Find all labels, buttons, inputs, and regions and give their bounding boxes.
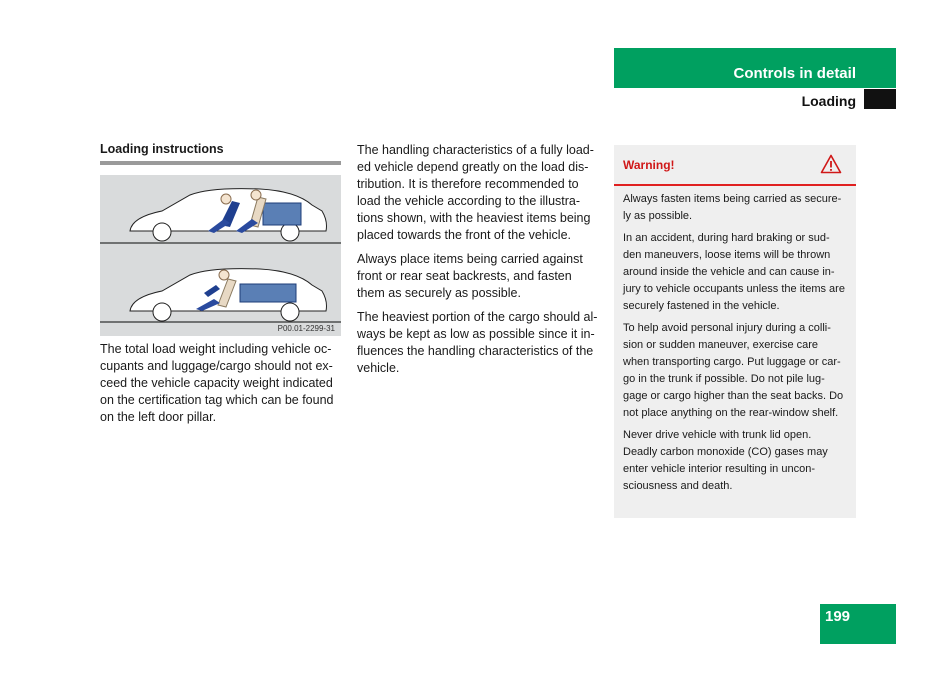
left-column bbox=[100, 142, 341, 426]
subsection-marker bbox=[864, 89, 896, 109]
warning-title: Warning! bbox=[623, 158, 675, 172]
warning-body bbox=[614, 186, 856, 495]
illustration-code: P00.01-2299-31 bbox=[277, 324, 335, 333]
subsection-title: Loading bbox=[801, 93, 856, 109]
warning-header bbox=[614, 145, 856, 186]
warning-paragraph: To help avoid personal injury during a colli-sion or sudden maneuver, exercise care when transporting cargo. Put luggage or car-go in the trunk if possible. Do not pile lug-gage or cargo higher than the seat backs. Do not place anything on the rear-window shelf. bbox=[623, 322, 844, 419]
warning-paragraph: Never drive vehicle with trunk lid open. Deadly carbon monoxide (CO) gases may enter vehicle interior resulting in uncon-sciousness and death. bbox=[623, 429, 828, 492]
car-loading-diagram bbox=[100, 175, 341, 336]
body-paragraph: The heaviest portion of the cargo should al-ways be kept as low as possible since it in-fluences the handling characteristics of the vehicle. bbox=[357, 310, 598, 375]
warning-triangle-icon bbox=[820, 154, 842, 174]
body-paragraph: Always place items being carried against front or rear seat backrests, and fasten them as securely as possible. bbox=[357, 252, 583, 300]
warning-paragraph: Always fasten items being carried as secure-ly as possible. bbox=[623, 193, 842, 222]
body-paragraph: The handling characteristics of a fully load-ed vehicle depend greatly on the load dis-tribution. It is therefore recommended to load the vehicle according to the illustra-tions shown, with the heaviest items being placed towards the front of the vehicle. bbox=[357, 143, 594, 242]
loading-illustration bbox=[100, 175, 341, 336]
page-number-tab bbox=[820, 604, 896, 644]
warning-paragraph: In an accident, during hard braking or sud-den maneuvers, loose items will be thrown around inside the vehicle and can cause in-jury to vehicle occupants unless the items are securely fastened in the vehicle. bbox=[623, 232, 845, 312]
section-title: Controls in detail bbox=[733, 65, 856, 82]
load-weight-paragraph: The total load weight including vehicle oc-cupants and luggage/cargo should not ex-ceed the vehicle capacity weight indicated on the certification tag which can be found on the left door pillar. bbox=[100, 342, 334, 424]
subsection-header bbox=[614, 89, 896, 109]
page-number: 199 bbox=[825, 608, 851, 625]
loading-instructions-heading: Loading instructions bbox=[100, 142, 341, 165]
warning-box bbox=[614, 145, 856, 518]
middle-column bbox=[357, 142, 600, 384]
header-band bbox=[614, 48, 896, 88]
